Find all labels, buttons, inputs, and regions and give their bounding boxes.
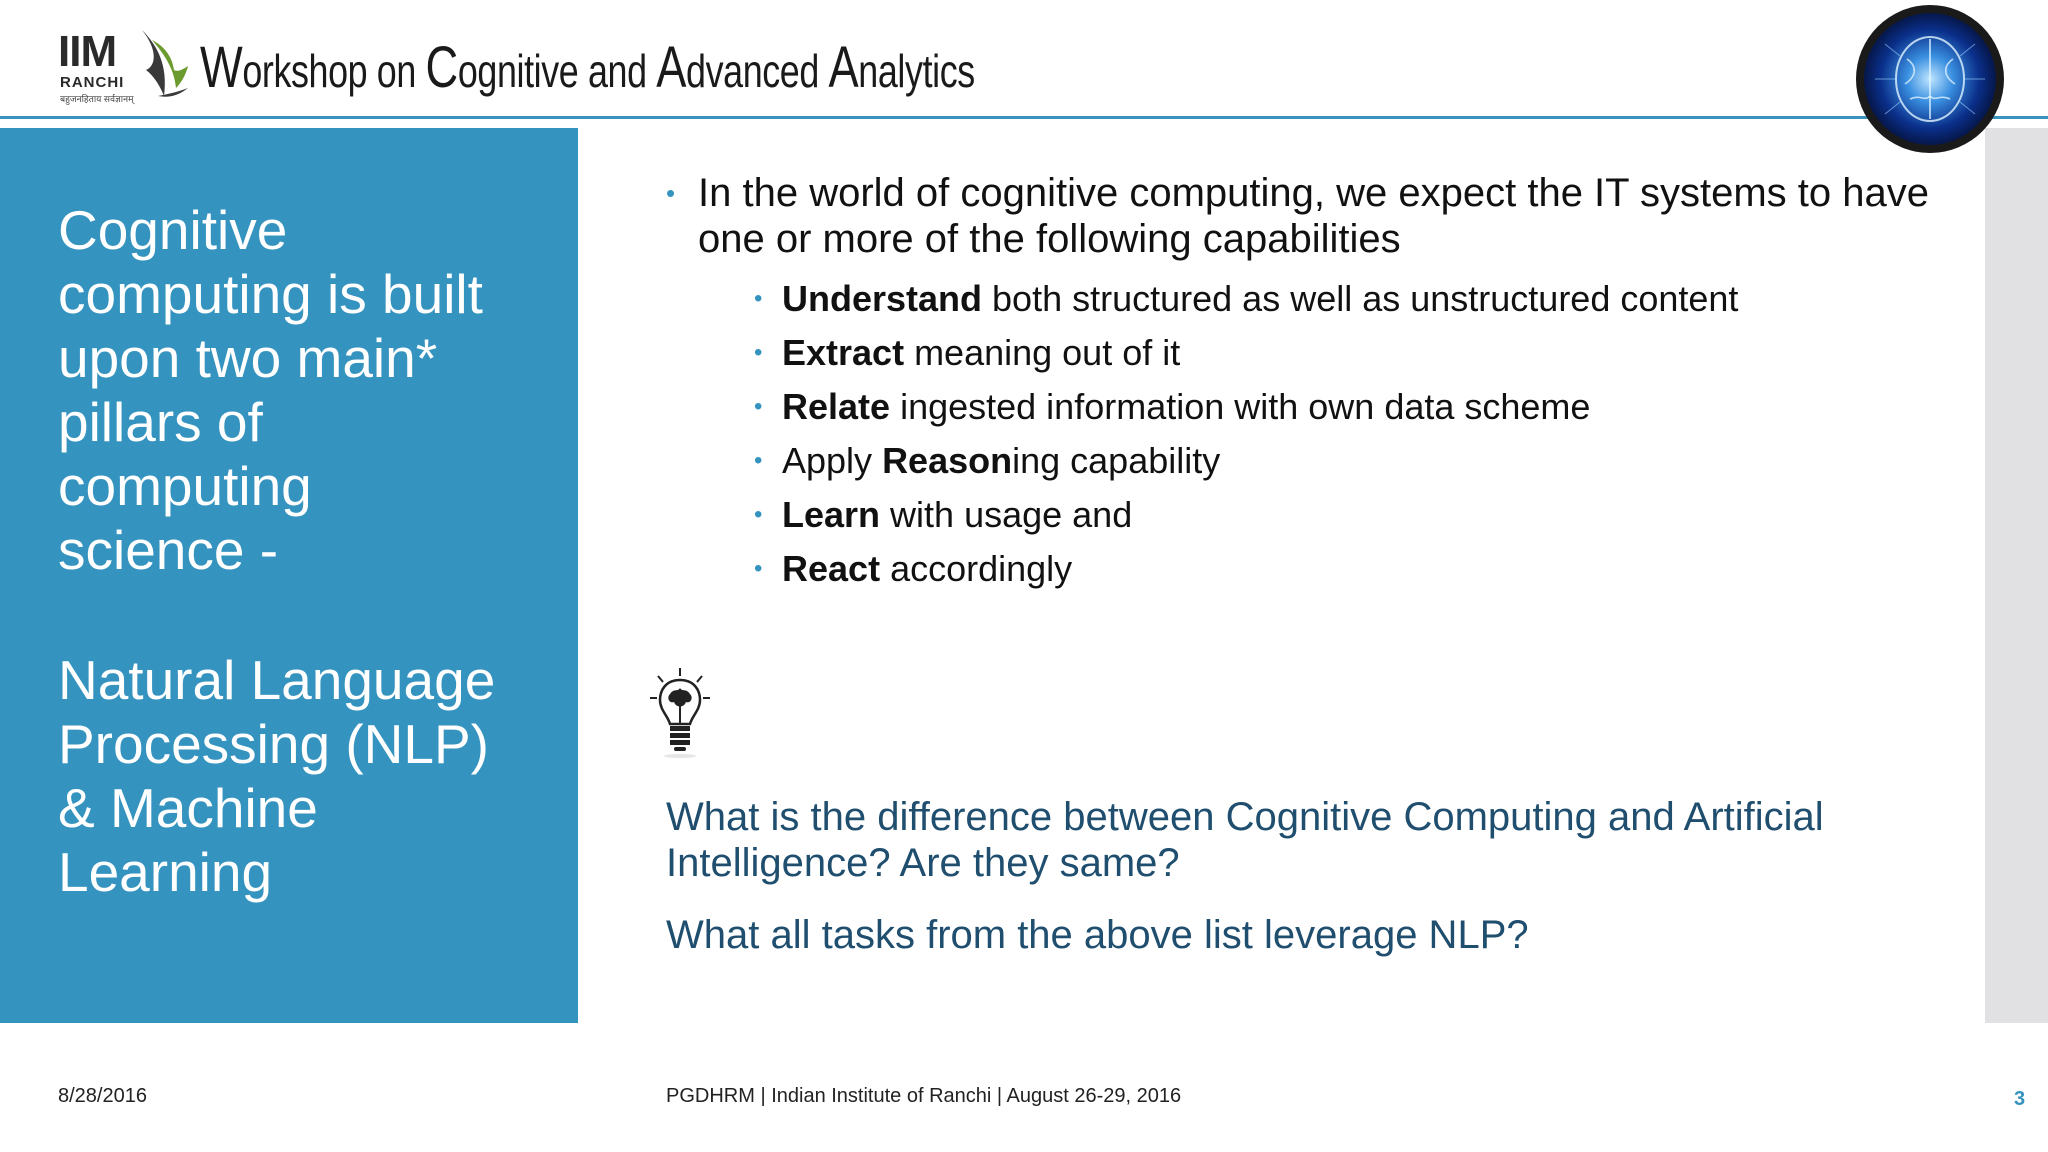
brain-globe-icon: [1855, 4, 2005, 154]
capability-post: with usage and: [880, 494, 1133, 535]
lead-text: In the world of cognitive computing, we expect the IT systems to have one or more of the following capabilities: [698, 171, 1929, 261]
capability-post: ing capability: [1012, 440, 1221, 481]
bullet-dot-icon: •: [754, 285, 763, 312]
capability-item: [754, 276, 1962, 330]
left-panel-text: [58, 198, 558, 904]
left-line: Learning: [58, 841, 273, 903]
capability-post: meaning out of it: [904, 332, 1181, 373]
capability-item: [754, 330, 1962, 384]
bullet-dot-icon: •: [666, 178, 676, 208]
left-line: Cognitive: [58, 199, 288, 261]
logo-main-text: IIM: [58, 27, 117, 76]
bird-logo-icon: [138, 26, 190, 108]
left-line: computing: [58, 455, 312, 517]
capability-item: [754, 438, 1962, 492]
capability-keyword: Relate: [782, 386, 891, 427]
capability-bullets: [662, 170, 1962, 600]
title-cap-3: A: [656, 35, 687, 100]
left-line: science -: [58, 519, 279, 581]
left-line: upon two main*: [58, 327, 438, 389]
capability-item: [754, 492, 1962, 546]
title-cap-1: W: [200, 35, 243, 100]
capability-post: both structured as well as unstructured content: [982, 278, 1739, 319]
title-rest-4: nalytics: [858, 45, 975, 97]
title-rest-1: orkshop on: [242, 45, 426, 97]
right-grey-strip: [1985, 128, 2048, 1023]
left-line: pillars of: [58, 391, 263, 453]
capability-keyword: Understand: [782, 278, 983, 319]
bullet-dot-icon: •: [754, 447, 763, 474]
capability-item: [754, 546, 1962, 600]
lead-bullet: [662, 170, 1962, 262]
left-line: computing is built: [58, 263, 483, 325]
left-summary-panel: [0, 128, 578, 1023]
capability-keyword: React: [782, 548, 881, 589]
title-cap-4: A: [828, 35, 859, 100]
logo-motto: बहुजनहिताय सर्वज्ञानम्: [60, 94, 134, 104]
capability-keyword: Reason: [882, 440, 1013, 481]
iim-ranchi-logo: [58, 26, 186, 108]
capability-post: ingested information with own data scheme: [890, 386, 1591, 427]
footer-caption: PGDHRM | Indian Institute of Ranchi | August 26-29, 2016: [666, 1085, 1182, 1107]
left-line: & Machine: [58, 777, 318, 839]
capability-post: accordingly: [880, 548, 1073, 589]
header-divider: [0, 116, 1870, 119]
bullet-dot-icon: •: [754, 501, 763, 528]
logo-sub-text: RANCHI: [60, 74, 125, 91]
discussion-questions: [666, 794, 1966, 958]
left-spacer: [58, 582, 558, 648]
capability-keyword: Extract: [782, 332, 905, 373]
title-rest-2: ognitive and: [457, 45, 657, 97]
bullet-dot-icon: •: [754, 393, 763, 420]
capability-pre: Apply: [782, 440, 883, 481]
left-line: Processing (NLP): [58, 713, 489, 775]
slide-number: 3: [2014, 1088, 2026, 1110]
capability-item: [754, 384, 1962, 438]
question-text: What is the difference between Cognitive Computing and Artificial Intelligence? Are they same?: [666, 795, 1824, 885]
bullet-dot-icon: •: [754, 555, 763, 582]
title-cap-2: C: [425, 35, 458, 100]
capability-keyword: Learn: [782, 494, 881, 535]
header-title: [200, 34, 975, 101]
question-text: What all tasks from the above list leverage NLP?: [666, 913, 1529, 957]
title-rest-3: dvanced: [686, 45, 829, 97]
left-line: Natural Language: [58, 649, 496, 711]
footer-date: 8/28/2016: [58, 1085, 147, 1107]
lightbulb-brain-icon: [648, 666, 712, 758]
bullet-dot-icon: •: [754, 339, 763, 366]
